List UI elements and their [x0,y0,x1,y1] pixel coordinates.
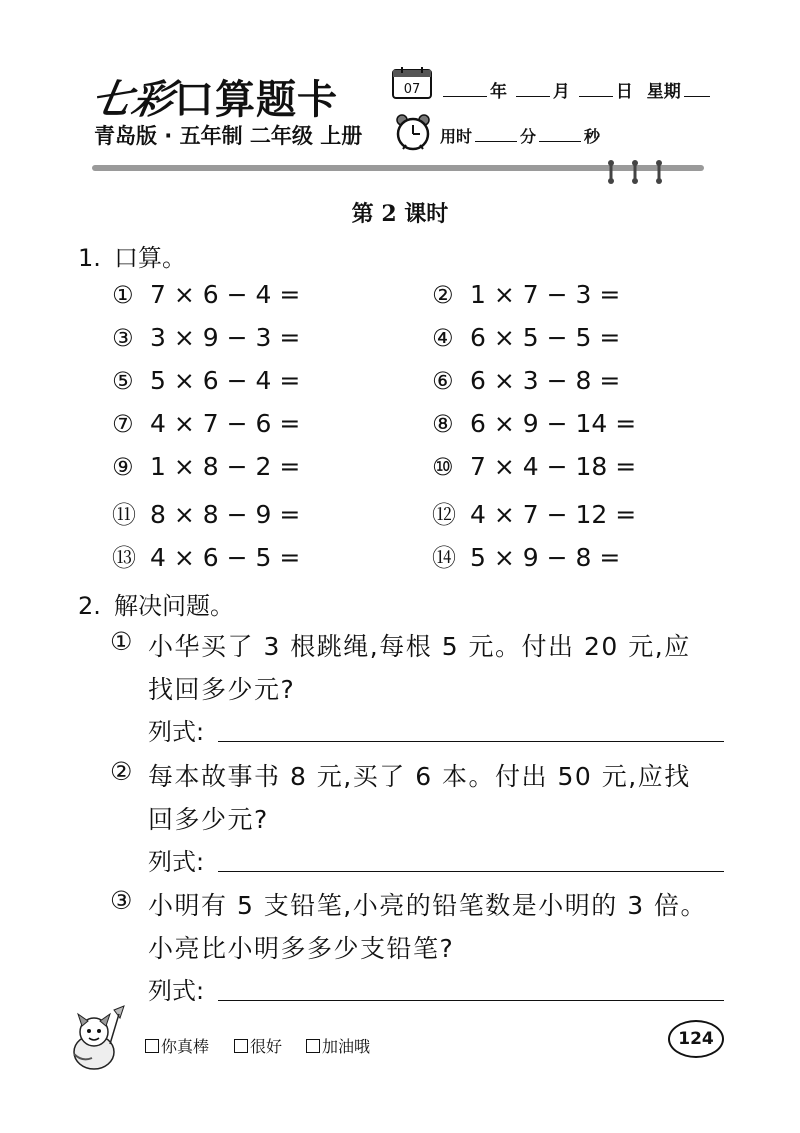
problem-index: ⑤ [112,367,134,395]
question-index: ③ [110,886,133,915]
rating-keep-going[interactable] [306,1034,370,1057]
date-fill-row [440,77,713,102]
second-blank[interactable] [539,127,581,142]
lesson-title: 第 2 课时 [351,201,449,227]
problem-expression: 7 × 6 − 4 = [150,280,301,309]
problem-expression: 6 × 9 − 14 = [470,409,637,438]
problem-item [112,280,300,309]
problem-expression: 1 × 8 − 2 = [150,452,301,481]
question-text: 找回多少元? [148,675,296,704]
problem-expression: 4 × 6 − 5 = [150,543,301,572]
problem-item [112,538,300,573]
problem-index: ⑩ [432,453,454,481]
question-text: 小明有 5 支铅笔,小亮的铅笔数是小明的 3 倍。 [148,891,708,920]
problem-index: ⑨ [112,453,134,481]
problem-expression: 3 × 9 − 3 = [150,323,301,352]
problem-index: ⑥ [432,367,454,395]
problem-index: ③ [112,324,134,352]
problem-index: ⑫ [432,501,456,529]
problem-expression: 6 × 3 − 8 = [470,366,621,395]
problem-expression: 6 × 5 − 5 = [470,323,621,352]
answer-label: 列式: [148,718,205,746]
problem-index: ② [432,281,454,309]
problem-item [112,409,300,438]
problem-index: ① [112,281,134,309]
problem-expression: 8 × 8 − 9 = [150,500,301,529]
time-fill-row [440,124,600,147]
problem-expression: 5 × 6 − 4 = [150,366,301,395]
section-title: 解决问题。 [114,592,234,620]
problem-item [432,538,620,573]
problem-index: ⑬ [112,544,136,572]
problem-item [432,452,636,481]
question-text: 回多少元? [148,805,269,834]
question-index: ① [110,627,133,656]
answer-label: 列式: [148,848,205,876]
problem-expression: 7 × 4 − 18 = [470,452,637,481]
rating-label: 加油哦 [322,1037,371,1056]
problem-expression: 1 × 7 − 3 = [470,280,621,309]
checkbox-icon[interactable] [145,1039,159,1053]
problem-expression: 4 × 7 − 6 = [150,409,301,438]
problem-item [112,495,300,530]
question-text: 每本故事书 8 元,买了 6 本。付出 50 元,应找 [148,762,691,791]
section-2-heading [78,586,234,621]
rating-label: 你真棒 [161,1037,210,1056]
question-text: 小亮比小明多多少支铅笔? [148,934,455,963]
problem-item [432,495,636,530]
month-blank[interactable] [516,82,550,97]
page-number: 124 [668,1020,724,1058]
day-blank[interactable] [579,82,613,97]
time-prefix: 用时 [440,127,473,146]
month-label: 月 [552,82,570,102]
problem-item [432,280,620,309]
section-number: 1. [78,244,101,272]
problem-item [432,409,636,438]
year-blank[interactable] [443,82,487,97]
minute-label: 分 [520,127,537,146]
checkbox-icon[interactable] [306,1039,320,1053]
calendar-day: 07 [403,82,421,97]
year-label: 年 [490,82,507,102]
problem-index: ⑦ [112,410,134,438]
section-1-heading [78,238,186,273]
day-label: 日 [615,82,633,102]
answer-line[interactable] [218,1000,724,1001]
header-divider [92,157,704,187]
minute-blank[interactable] [475,127,517,142]
question-index: ② [110,757,133,786]
answer-label: 列式: [148,977,205,1005]
brand-title [87,68,338,125]
section-number: 2. [78,592,101,620]
mascot-icon [64,1004,134,1074]
problem-index: ④ [432,324,454,352]
problem-index: ⑭ [432,544,456,572]
problem-item [112,452,300,481]
section-title: 口算。 [114,244,186,272]
brand-deco: 七彩 [87,76,178,123]
alarm-clock-icon [393,112,433,152]
problem-index: ⑪ [112,501,136,529]
weekday-label: 星期 [646,82,681,102]
rating-label: 很好 [250,1037,283,1056]
second-label: 秒 [584,127,601,146]
checkbox-icon[interactable] [234,1039,248,1053]
question-text: 小华买了 3 根跳绳,每根 5 元。付出 20 元,应 [148,632,691,661]
answer-line[interactable] [218,871,724,872]
problem-item [432,366,620,395]
problem-expression: 4 × 7 − 12 = [470,500,637,529]
problem-item [112,366,300,395]
problem-index: ⑧ [432,410,454,438]
problem-item [112,323,300,352]
problem-item [432,323,620,352]
weekday-blank[interactable] [684,82,710,97]
problem-expression: 5 × 9 − 8 = [470,543,621,572]
answer-line[interactable] [218,741,724,742]
edition-label: 青岛版 · 五年制 二年级 上册 [94,124,363,148]
brand-main: 口算题卡 [174,76,338,123]
calendar-icon [392,66,432,100]
rating-great[interactable] [145,1034,209,1057]
rating-good[interactable] [234,1034,282,1057]
